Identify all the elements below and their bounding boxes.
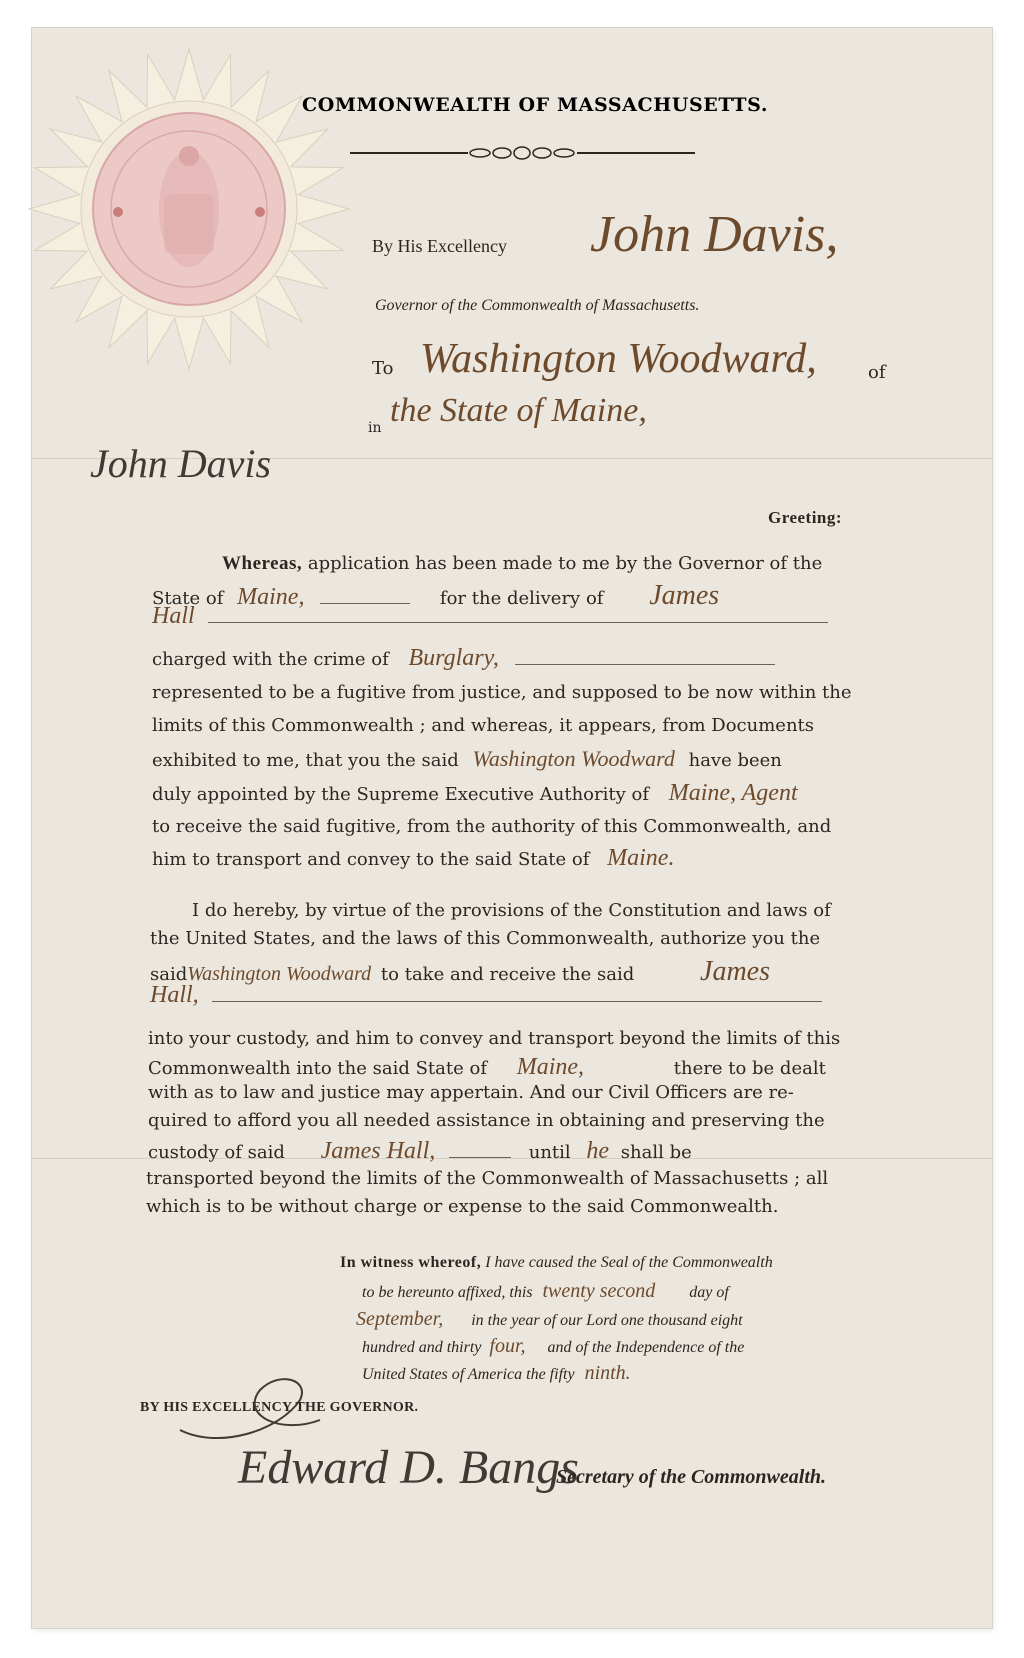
- handwritten-entry: Maine.: [607, 845, 675, 871]
- addressee-name: Washington Woodward,: [420, 336, 817, 382]
- body-text: Commonwealth into the said State of: [148, 1058, 487, 1079]
- witness-line: [362, 1333, 882, 1361]
- handwritten-entry: Hall,: [150, 982, 199, 1008]
- body-text: shall be: [620, 1142, 692, 1163]
- addressee-state: the State of Maine,: [390, 392, 647, 429]
- of-label: of: [868, 362, 886, 383]
- by-governor-line: BY HIS EXCELLENCY THE GOVERNOR.: [140, 1400, 419, 1415]
- ornament-divider-icon: [350, 145, 695, 161]
- governor-office: Governor of the Commonwealth of Massachusetts.: [375, 297, 700, 314]
- margin-signature: John Davis: [90, 441, 272, 486]
- body-line: [148, 1054, 868, 1081]
- body-text: which is to be without charge or expense to the said Commonwealth.: [146, 1196, 779, 1217]
- in-label: in: [368, 420, 382, 436]
- fill-rule: [208, 622, 828, 623]
- body-text: for the delivery of: [439, 588, 604, 609]
- handwritten-entry: he: [586, 1138, 610, 1164]
- body-text: transported beyond the limits of the Commonwealth of Massachusetts ; all: [146, 1168, 829, 1189]
- witness-text: and of the Independence of the: [547, 1339, 745, 1356]
- body-text: represented to be a fugitive from justice, and supposed to be now within the: [152, 682, 852, 703]
- handwritten-entry: James: [649, 580, 720, 611]
- greeting: Greeting:: [768, 508, 843, 527]
- body-text: the United States, and the laws of this Commonwealth, authorize you the: [150, 928, 821, 949]
- witness-line: [362, 1278, 882, 1306]
- body-text: limits of this Commonwealth ; and whereas, it appears, from Documents: [152, 715, 815, 736]
- governor-signature: John Davis,: [590, 206, 839, 263]
- secretary-title: Secretary of the Commonwealth.: [556, 1466, 826, 1488]
- body-text: until: [528, 1142, 571, 1163]
- handwritten-entry: Washington Woodward: [472, 746, 675, 771]
- body-text: there to be dealt: [673, 1058, 826, 1079]
- handwritten-entry: James: [700, 956, 770, 987]
- body-line: [152, 845, 872, 872]
- body-text: duly appointed by the Supreme Executive Authority of: [152, 784, 650, 805]
- handwritten-entry: James Hall,: [320, 1138, 436, 1164]
- witness-text: I have caused the Seal of the Commonwealth: [485, 1254, 773, 1271]
- witness-text: hundred and thirty: [362, 1339, 482, 1356]
- witness-text: in the year of our Lord one thousand eight: [471, 1312, 743, 1329]
- handwritten-entry: Burglary,: [408, 645, 499, 671]
- body-line: [222, 553, 882, 575]
- body-text: charged with the crime of: [152, 649, 389, 670]
- body-line: [152, 780, 872, 807]
- witness-lead: In witness whereof,: [340, 1254, 482, 1271]
- body-line: [148, 1138, 868, 1165]
- witness-line: [362, 1360, 882, 1388]
- body-text: to receive the said fugitive, from the authority of this Commonwealth, and: [152, 816, 832, 837]
- body-line: [152, 746, 872, 772]
- fill-rule: [515, 664, 775, 665]
- witness-line: [322, 1250, 842, 1276]
- handwritten-entry: Hall: [152, 603, 195, 629]
- body-text: with as to law and justice may appertain. And our Civil Officers are re-: [148, 1082, 794, 1103]
- body-line: [152, 603, 872, 630]
- to-label: To: [372, 358, 394, 379]
- fill-rule: [212, 1001, 822, 1002]
- body-text: into your custody, and him to convey and transport beyond the limits of this: [148, 1028, 841, 1049]
- body-text: have been: [688, 750, 782, 771]
- body-text: application has been made to me by the Governor of the: [307, 553, 823, 574]
- body-text: said: [150, 964, 188, 985]
- document-title: COMMONWEALTH OF MASSACHUSETTS.: [302, 94, 769, 116]
- handwritten-entry: Maine,: [237, 584, 305, 610]
- body-text: I do hereby, by virtue of the provisions of the Constitution and laws of: [192, 900, 831, 921]
- body-text: exhibited to me, that you the said: [152, 750, 459, 771]
- body-text: quired to afford you all needed assistance in obtaining and preserving the: [148, 1110, 825, 1131]
- body-line: [150, 982, 870, 1009]
- body-text: to take and receive the said: [380, 964, 635, 985]
- handwritten-entry: Maine,: [516, 1054, 585, 1080]
- handwritten-entry: Washington Woodward: [187, 963, 372, 985]
- handwritten-entry: September,: [356, 1308, 444, 1330]
- handwritten-entry: ninth.: [584, 1362, 631, 1384]
- fill-rule: [449, 1157, 511, 1158]
- handwritten-entry: four,: [489, 1335, 526, 1357]
- witness-text: to be hereunto affixed, this: [362, 1284, 533, 1301]
- body-line: [152, 645, 872, 672]
- witness-text: day of: [689, 1284, 729, 1301]
- witness-line: [356, 1306, 876, 1334]
- handwritten-entry: Maine, Agent: [668, 780, 798, 806]
- by-his-excellency-label: By His Excellency: [372, 236, 507, 256]
- body-text: State of: [152, 588, 224, 609]
- witness-text: United States of America the fifty: [362, 1366, 575, 1383]
- whereas-word: Whereas,: [222, 553, 303, 574]
- secretary-signature: Edward D. Bangs: [238, 1441, 579, 1494]
- body-text: him to transport and convey to the said State of: [152, 849, 590, 870]
- body-text: custody of said: [148, 1142, 285, 1163]
- handwritten-entry: twenty second: [542, 1280, 656, 1302]
